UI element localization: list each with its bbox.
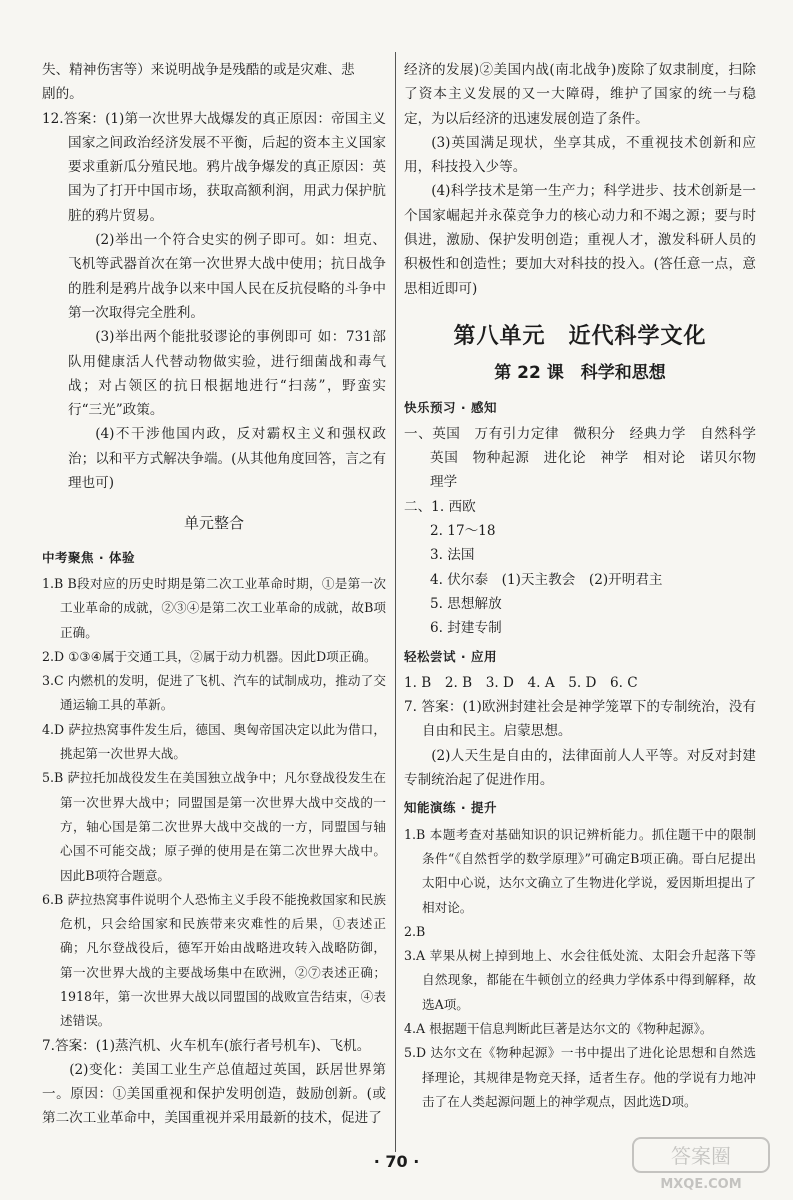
- section-heading: 单元整合: [183, 514, 244, 533]
- section-tag: 知能演练 · 提升: [404, 800, 497, 816]
- answer-12: 12.答案：(1)第一次世界大战爆发的真正原因：帝国主义国家之间政治经济发展不平衡，后起的资本主义国家要求重新瓜分殖民地。鸦片战争爆发的真正原因：英国为了打开中国市场，获取高额利润，用武力保护肮脏的鸦片贸易。: [42, 110, 386, 224]
- answer-item: 5. 思想解放: [430, 595, 502, 612]
- answer-item: 3.A 苹果从树上掉到地上、水会往低处流、太阳会升起落下等自然现象，都能在牛顿创立的经典力学体系中得到解释，故选A项。: [404, 948, 756, 1012]
- answer-12-2: (2)举出一个符合史实的例子即可。如：坦克、飞机等武器首次在第一次世界大战中使用；抗日战争的胜利是鸦片战争以来中国人民在反抗侵略的斗争中第一次取得完全胜利。: [68, 232, 386, 321]
- answer-item: (2)变化：美国工业生产总值超过英国，跃居世界第一。原因：①美国重视和保护发明创造，鼓励创新。(或第二次工业革命中，美国重视并采用最新的技术，促进了: [42, 1061, 386, 1127]
- left-column: [42, 58, 386, 1131]
- section-tag: 中考聚焦 · 体验: [42, 549, 135, 565]
- unit-title: 第八单元 近代科学文化: [453, 323, 707, 349]
- answer-item: 4. 伏尔泰 (1)天主教会 (2)开明君主: [430, 571, 663, 588]
- text-line: 剧的。: [42, 86, 83, 103]
- lesson-title: 第 22 课 科学和思想: [494, 363, 666, 384]
- answer-item: 6. 封建专制: [430, 620, 502, 637]
- answer-item: 4.A 根据题干信息判断此巨著是达尔文的《物种起源》。: [404, 1020, 713, 1036]
- answer-item: 1.B 本题考查对基础知识的识记辨析能力。抓住题干中的限制条件“《自然哲学的数学原理》”可确定B项正确。哥白尼提出太阳中心说，达尔文确立了生物进化学说，爱因斯坦提出了相对论。: [404, 826, 756, 915]
- text-line: 经济的发展)②美国内战(南北战争)废除了奴隶制度，扫除了资本主义发展的又一大障碍，维护了国家的统一与稳定，为以后经济的迅速发展创造了条件。: [404, 62, 756, 127]
- section-tag: 轻松尝试 · 应用: [404, 648, 497, 664]
- answer-item: 2. 17～18: [430, 523, 496, 540]
- answer-item: 4.D 萨拉热窝事件发生后，德国、奥匈帝国决定以此为借口，挑起第一次世界大战。: [42, 721, 386, 762]
- answer-item: 一、英国 万有引力定律 微积分 经典力学 自然科学 英国 物种起源 进化论 神学 相对论 诺贝尔物理学: [404, 425, 770, 491]
- text-line: (4)科学技术是第一生产力；科学进步、技术创新是一个国家崛起并永葆竞争力的核心动力和不竭之源；要与时俱进，激励、保护发明创造；重视人才，激发科研人员的积极性和创造性；要加大对科技的投入。(答任意一点，意思相近即可): [404, 183, 756, 297]
- text-line: (3)英国满足现状，坐享其成，不重视技术创新和应用，科技投入少等。: [404, 134, 756, 176]
- answer-item: 1.B B段对应的历史时期是第二次工业革命时期，①是第一次工业革命的成就，②③④是第二次工业革命的成就，故B项正确。: [42, 575, 386, 640]
- watermark-text: 答案圈: [671, 1144, 731, 1168]
- answer-item: 5.B 萨拉托加战役发生在美国独立战争中；凡尔登战役发生在第一次世界大战中；同盟国是第一次世界大战中交战的一方，轴心国是第二次世界大战中交战的一方，同盟国与轴心国不可能交战；原子弹的使用是在第二次世界大战中。因此B项符合题意。: [42, 770, 386, 883]
- watermark-logo: [631, 1136, 771, 1192]
- answer-item: 6.B 萨拉热窝事件说明个人恐怖主义手段不能挽救国家和民族危机，只会给国家和民族带来灾难性的后果，①表述正确；凡尔登战役后，德军开始由战略进攻转入战略防御，第一次世界大战的主要战场集中在欧洲，②⑦表述正确；1918年，第一次世界大战以同盟国的战败宣告结束，④表述错误。: [42, 891, 386, 1029]
- answer-item: 7.答案：(1)蒸汽机、火车机车(旅行者号机车)、飞机。: [42, 1037, 371, 1054]
- answer-12-4: (4)不干涉他国内政，反对霸权主义和强权政治；以和平方式解决争端。(从其他角度回答，言之有理也可): [68, 426, 386, 492]
- right-column: [404, 58, 770, 1114]
- answer-item: 7. 答案：(1)欧洲封建社会是神学笼罩下的专制统治，没有自由和民主。启蒙思想。: [404, 699, 756, 740]
- answer-item: 1. B 2. B 3. D 4. A 5. D 6. C: [404, 674, 638, 691]
- answer-item: 2.D ①③④属于交通工具，②属于动力机器。因此D项正确。: [42, 648, 377, 664]
- answer-item: 3. 法国: [430, 547, 475, 564]
- answer-item: 二、1. 西欧: [404, 498, 476, 515]
- answer-item: 2.B: [404, 923, 426, 939]
- answer-item: (2)人天生是自由的，法律面前人人平等。对反对封建专制统治起了促进作用。: [404, 747, 756, 789]
- section-tag: 快乐预习 · 感知: [404, 399, 497, 415]
- answer-item: 3.C 内燃机的发明，促进了飞机、汽车的试制成功，推动了交通运输工具的革新。: [42, 673, 386, 713]
- column-divider: [395, 52, 396, 1152]
- answer-item: 5.D 达尔文在《物种起源》一书中提出了进化论思想和自然选择理论，其规律是物竞天择，适者生存。他的学说有力地冲击了在人类起源问题上的神学观点，因此选D项。: [404, 1045, 756, 1109]
- answer-12-3: (3)举出两个能批驳谬论的事例即可 如：731部队用健康活人代替动物做实验，进行细菌战和毒气战；对占领区的抗日根据地进行“扫荡”，野蛮实行“三光”政策。: [68, 329, 386, 419]
- text-line: 失、精神伤害等）来说明战争是残酷的或是灾难、悲: [42, 62, 355, 78]
- watermark-url: MXQE.COM: [660, 1177, 742, 1192]
- page-number: · 70 ·: [373, 1152, 420, 1171]
